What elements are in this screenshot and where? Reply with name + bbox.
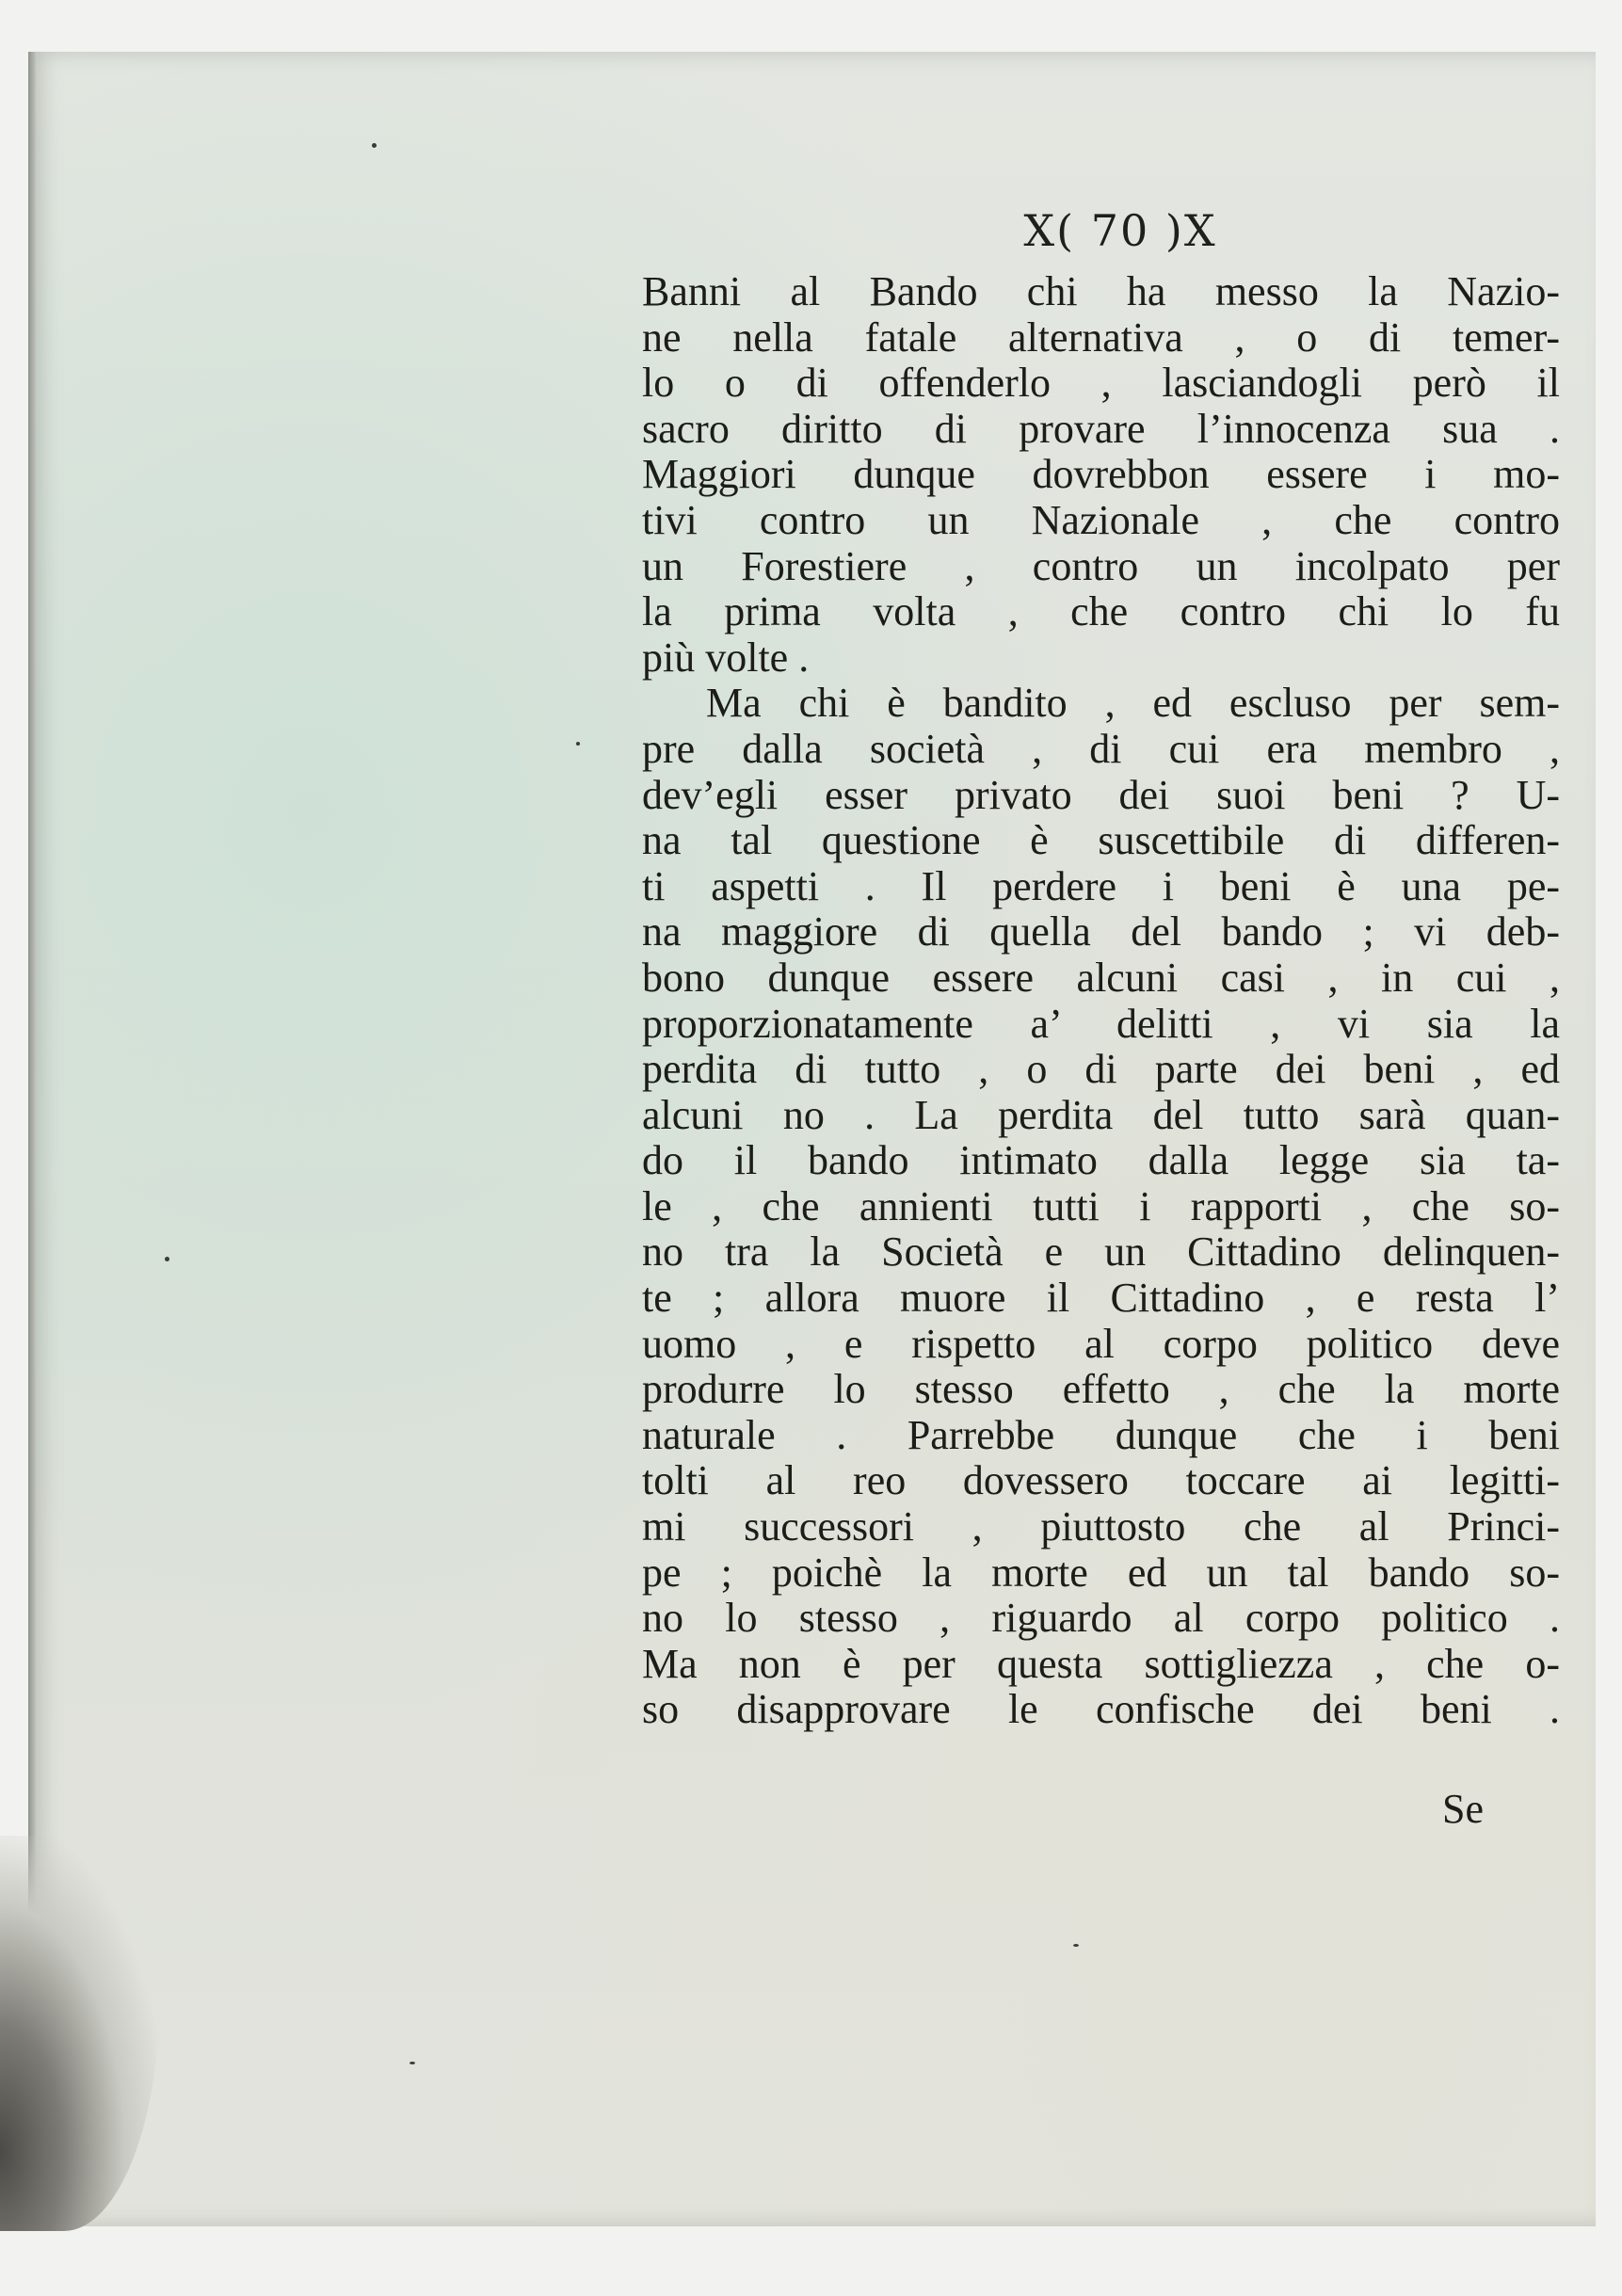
text-line: bono dunque essere alcuni casi , in cui , (642, 954, 1560, 1001)
page-number: X( 70 )X (1023, 205, 1217, 256)
text-line: dev’egli esser privato dei suoi beni ? U- (642, 771, 1560, 818)
text-line: do il bando intimato dalla legge sia ta- (642, 1137, 1560, 1184)
text-line: più volte . (642, 634, 810, 681)
text-line: Ma non è per questa sottigliezza , che o- (642, 1640, 1560, 1687)
body-text (642, 269, 1560, 1733)
text-line: tivi contro un Nazionale , che contro (642, 496, 1560, 543)
text-line: Maggiori dunque dovrebbon essere i mo- (642, 451, 1560, 498)
paper-speck (165, 1257, 169, 1261)
text-line: tolti al reo dovessero toccare ai legitti- (642, 1457, 1560, 1504)
text-line: Ma chi è bandito , ed escluso per sem- (706, 680, 1560, 727)
text-line: so disapprovare le confische dei beni . (642, 1686, 1560, 1733)
text-line: perdita di tutto , o di parte dei beni , ed (642, 1046, 1560, 1093)
text-line: mi successori , piuttosto che al Princi- (642, 1503, 1560, 1550)
text-line: produrre lo stesso effetto , che la morte (642, 1366, 1560, 1413)
text-line: lo o di offenderlo , lasciandogli però il (642, 360, 1560, 407)
text-line: Banni al Bando chi ha messo la Nazio- (642, 268, 1560, 314)
text-line: na tal questione è suscettibile di differen- (642, 817, 1560, 864)
paper-speck (372, 143, 377, 148)
text-line: proporzionatamente a’ delitti , vi sia la (642, 1000, 1560, 1047)
text-line: te ; allora muore il Cittadino , e resta l’ (642, 1275, 1560, 1322)
paper-speck (1073, 1944, 1079, 1947)
paper-speck (576, 742, 580, 746)
text-line: le , che annienti tutti i rapporti , che so- (642, 1182, 1560, 1229)
text-line: sacro diritto di provare l’innocenza sua . (642, 405, 1560, 452)
text-line: no lo stesso , riguardo al corpo politico . (642, 1595, 1560, 1642)
text-line: la prima volta , che contro chi lo fu (642, 588, 1560, 635)
text-line: ti aspetti . Il perdere i beni è una pe- (642, 862, 1560, 909)
text-line: uomo , e rispetto al corpo politico deve (642, 1320, 1560, 1367)
text-line: na maggiore di quella del bando ; vi deb- (642, 908, 1560, 955)
text-line: un Forestiere , contro un incolpato per (642, 542, 1560, 589)
catchword: Se (1442, 1786, 1484, 1832)
text-line: no tra la Società e un Cittadino delinquen- (642, 1228, 1560, 1276)
text-line: pre dalla società , di cui era membro , (642, 725, 1560, 772)
text-line: ne nella fatale alternativa , o di temer- (642, 313, 1560, 361)
text-line: naturale . Parrebbe dunque che i beni (642, 1411, 1560, 1458)
paper-speck (410, 2062, 415, 2064)
text-line: pe ; poichè la morte ed un tal bando so- (642, 1549, 1560, 1596)
text-line: alcuni no . La perdita del tutto sarà quan- (642, 1091, 1560, 1138)
